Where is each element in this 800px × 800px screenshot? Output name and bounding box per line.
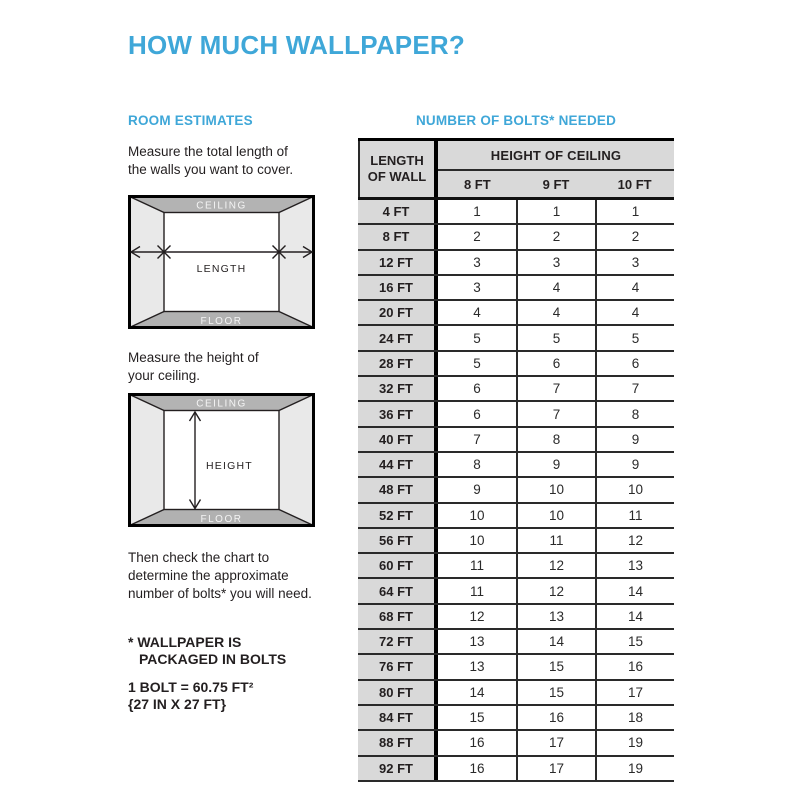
bolt-count-cell: 3 (595, 251, 674, 274)
bolt-count-cell: 19 (595, 757, 674, 780)
bolt-count-cell: 15 (516, 655, 595, 678)
subheader-8ft: 8 FT (463, 176, 491, 192)
instruction-chart-line3: number of bolts* you will need. (128, 586, 312, 601)
table-row (358, 757, 674, 782)
instruction-length (128, 143, 293, 179)
bolt-count-cell: 4 (516, 276, 595, 299)
table-row (358, 326, 674, 351)
table-row (358, 352, 674, 377)
bolt-count-cell: 16 (438, 731, 516, 754)
wall-length-label: 92 FT (358, 757, 438, 780)
height-measure-label: HEIGHT (206, 460, 253, 472)
bolt-count-cell: 14 (595, 579, 674, 602)
table-row (358, 453, 674, 478)
ceiling-label: CEILING (196, 200, 247, 212)
ceiling-height-header-group (438, 141, 674, 197)
subheader-9ft: 9 FT (542, 176, 570, 192)
instruction-height (128, 349, 259, 385)
table-row (358, 251, 674, 276)
left-wall-surface (130, 395, 165, 526)
table-row (358, 377, 674, 402)
table-row (358, 579, 674, 604)
table-row (358, 428, 674, 453)
bolt-count-cell: 13 (516, 605, 595, 628)
wall-length-label: 8 FT (358, 225, 438, 248)
bolt-count-cell: 17 (516, 757, 595, 780)
bolt-count-cell: 10 (438, 504, 516, 527)
bolt-count-cell: 11 (438, 579, 516, 602)
bolt-count-cell: 8 (595, 402, 674, 425)
bolt-count-cell: 13 (438, 630, 516, 653)
wall-length-label: 84 FT (358, 706, 438, 729)
bolt-count-cell: 14 (438, 681, 516, 704)
wall-length-label: 16 FT (358, 276, 438, 299)
wall-length-label: 20 FT (358, 301, 438, 324)
wall-length-label: 68 FT (358, 605, 438, 628)
bolt-count-cell: 1 (516, 200, 595, 223)
bolt-count-cell: 6 (595, 352, 674, 375)
bolt-count-cell: 11 (438, 554, 516, 577)
bolt-count-cell: 14 (595, 605, 674, 628)
bolt-count-cell: 7 (516, 377, 595, 400)
bolt-count-cell: 9 (595, 453, 674, 476)
bolt-count-cell: 11 (595, 504, 674, 527)
wall-length-label: 80 FT (358, 681, 438, 704)
table-row (358, 731, 674, 756)
wall-length-label: 48 FT (358, 478, 438, 501)
room-length-diagram (128, 195, 315, 329)
bolt-count-cell: 12 (516, 554, 595, 577)
bolt-count-cell: 3 (438, 276, 516, 299)
bolt-count-cell: 12 (438, 605, 516, 628)
table-row (358, 504, 674, 529)
bolt-count-cell: 5 (516, 326, 595, 349)
bolt-count-cell: 4 (595, 276, 674, 299)
table-row (358, 276, 674, 301)
bolt-count-cell: 5 (438, 326, 516, 349)
table-row (358, 681, 674, 706)
table-row (358, 200, 674, 225)
subheader-10ft: 10 FT (617, 176, 652, 192)
bolt-count-cell: 15 (438, 706, 516, 729)
bolt-count-cell: 19 (595, 731, 674, 754)
floor-label: FLOOR (200, 316, 243, 327)
bolt-count-cell: 10 (595, 478, 674, 501)
wall-length-label: 40 FT (358, 428, 438, 451)
wall-length-label: 12 FT (358, 251, 438, 274)
bolt-count-cell: 12 (595, 529, 674, 552)
table-row (358, 225, 674, 250)
bolts-table-header (358, 141, 674, 200)
instruction-length-line2: the walls you want to cover. (128, 162, 294, 177)
wall-length-label: 88 FT (358, 731, 438, 754)
bolt-count-cell: 7 (516, 402, 595, 425)
instruction-height-line2: your ceiling. (128, 368, 201, 383)
bolt-count-cell: 10 (516, 504, 595, 527)
bolt-count-cell: 2 (438, 225, 516, 248)
bolt-count-cell: 1 (595, 200, 674, 223)
instruction-length-line1: Measure the total length of (128, 144, 288, 159)
bolt-count-cell: 2 (595, 225, 674, 248)
bolts-table (358, 138, 674, 782)
right-wall-surface (279, 197, 314, 328)
bolts-table-body (358, 200, 674, 782)
bolt-count-cell: 13 (438, 655, 516, 678)
bolt-count-cell: 16 (595, 655, 674, 678)
bolt-count-cell: 9 (595, 428, 674, 451)
instruction-height-line1: Measure the height of (128, 350, 259, 365)
bolt-count-cell: 17 (595, 681, 674, 704)
bolt-count-cell: 18 (595, 706, 674, 729)
bolt-size-info (128, 679, 253, 713)
bolt-count-cell: 6 (516, 352, 595, 375)
bolt-footnote-line1: * WALLPAPER IS (128, 634, 242, 650)
ceiling-label: CEILING (196, 398, 247, 410)
wall-length-label: 60 FT (358, 554, 438, 577)
wall-length-label: 32 FT (358, 377, 438, 400)
left-wall-surface (130, 197, 165, 328)
bolt-count-cell: 15 (516, 681, 595, 704)
right-wall-surface (279, 395, 314, 526)
bolt-count-cell: 5 (438, 352, 516, 375)
wall-length-label: 64 FT (358, 579, 438, 602)
bolt-count-cell: 9 (438, 478, 516, 501)
length-of-wall-header (358, 141, 438, 197)
wall-length-label: 56 FT (358, 529, 438, 552)
bolt-count-cell: 4 (438, 301, 516, 324)
bolt-count-cell: 6 (438, 402, 516, 425)
bolt-count-cell: 15 (595, 630, 674, 653)
bolt-count-cell: 10 (438, 529, 516, 552)
back-wall (164, 213, 279, 312)
bolt-count-cell: 11 (516, 529, 595, 552)
wall-length-label: 76 FT (358, 655, 438, 678)
length-of-wall-header-line1: LENGTH (370, 153, 424, 168)
bolts-table-heading: NUMBER OF BOLTS* NEEDED (415, 113, 617, 128)
table-row (358, 402, 674, 427)
instruction-chart-line1: Then check the chart to (128, 550, 270, 565)
bolt-count-cell: 10 (516, 478, 595, 501)
bolt-count-cell: 16 (516, 706, 595, 729)
bolt-count-cell: 4 (595, 301, 674, 324)
table-row (358, 529, 674, 554)
room-estimates-heading: ROOM ESTIMATES (128, 113, 253, 128)
instruction-chart-line2: determine the approximate (128, 568, 289, 583)
table-row (358, 655, 674, 680)
bolt-count-cell: 9 (516, 453, 595, 476)
instruction-chart (128, 549, 312, 603)
bolt-count-cell: 4 (516, 301, 595, 324)
bolt-count-cell: 13 (595, 554, 674, 577)
table-row (358, 301, 674, 326)
ceiling-height-subheaders (438, 171, 674, 197)
bolt-count-cell: 17 (516, 731, 595, 754)
page-title: HOW MUCH WALLPAPER? (128, 30, 465, 60)
bolt-size-line1: 1 BOLT = 60.75 FT² (128, 679, 254, 695)
height-of-ceiling-header: HEIGHT OF CEILING (438, 141, 674, 171)
table-row (358, 554, 674, 579)
bolt-count-cell: 6 (438, 377, 516, 400)
bolt-size-line2: {27 IN X 27 FT} (128, 696, 227, 712)
bolt-count-cell: 3 (516, 251, 595, 274)
length-measure-label: LENGTH (196, 263, 247, 275)
table-row (358, 605, 674, 630)
wall-length-label: 4 FT (358, 200, 438, 223)
table-row (358, 630, 674, 655)
bolt-count-cell: 12 (516, 579, 595, 602)
wall-length-label: 28 FT (358, 352, 438, 375)
room-height-diagram (128, 393, 315, 527)
floor-label: FLOOR (200, 514, 243, 525)
bolt-count-cell: 7 (595, 377, 674, 400)
bolt-count-cell: 7 (438, 428, 516, 451)
wall-length-label: 52 FT (358, 504, 438, 527)
wall-length-label: 24 FT (358, 326, 438, 349)
bolt-footnote-line2: PACKAGED IN BOLTS (139, 651, 287, 667)
bolt-count-cell: 8 (516, 428, 595, 451)
bolt-count-cell: 8 (438, 453, 516, 476)
table-row (358, 706, 674, 731)
bolt-count-cell: 14 (516, 630, 595, 653)
wall-length-label: 44 FT (358, 453, 438, 476)
wall-length-label: 72 FT (358, 630, 438, 653)
table-row (358, 478, 674, 503)
bolt-count-cell: 1 (438, 200, 516, 223)
bolt-count-cell: 16 (438, 757, 516, 780)
bolt-count-cell: 3 (438, 251, 516, 274)
bolt-count-cell: 5 (595, 326, 674, 349)
bolt-footnote (128, 634, 286, 668)
length-of-wall-header-line2: OF WALL (367, 169, 427, 184)
wall-length-label: 36 FT (358, 402, 438, 425)
bolt-count-cell: 2 (516, 225, 595, 248)
